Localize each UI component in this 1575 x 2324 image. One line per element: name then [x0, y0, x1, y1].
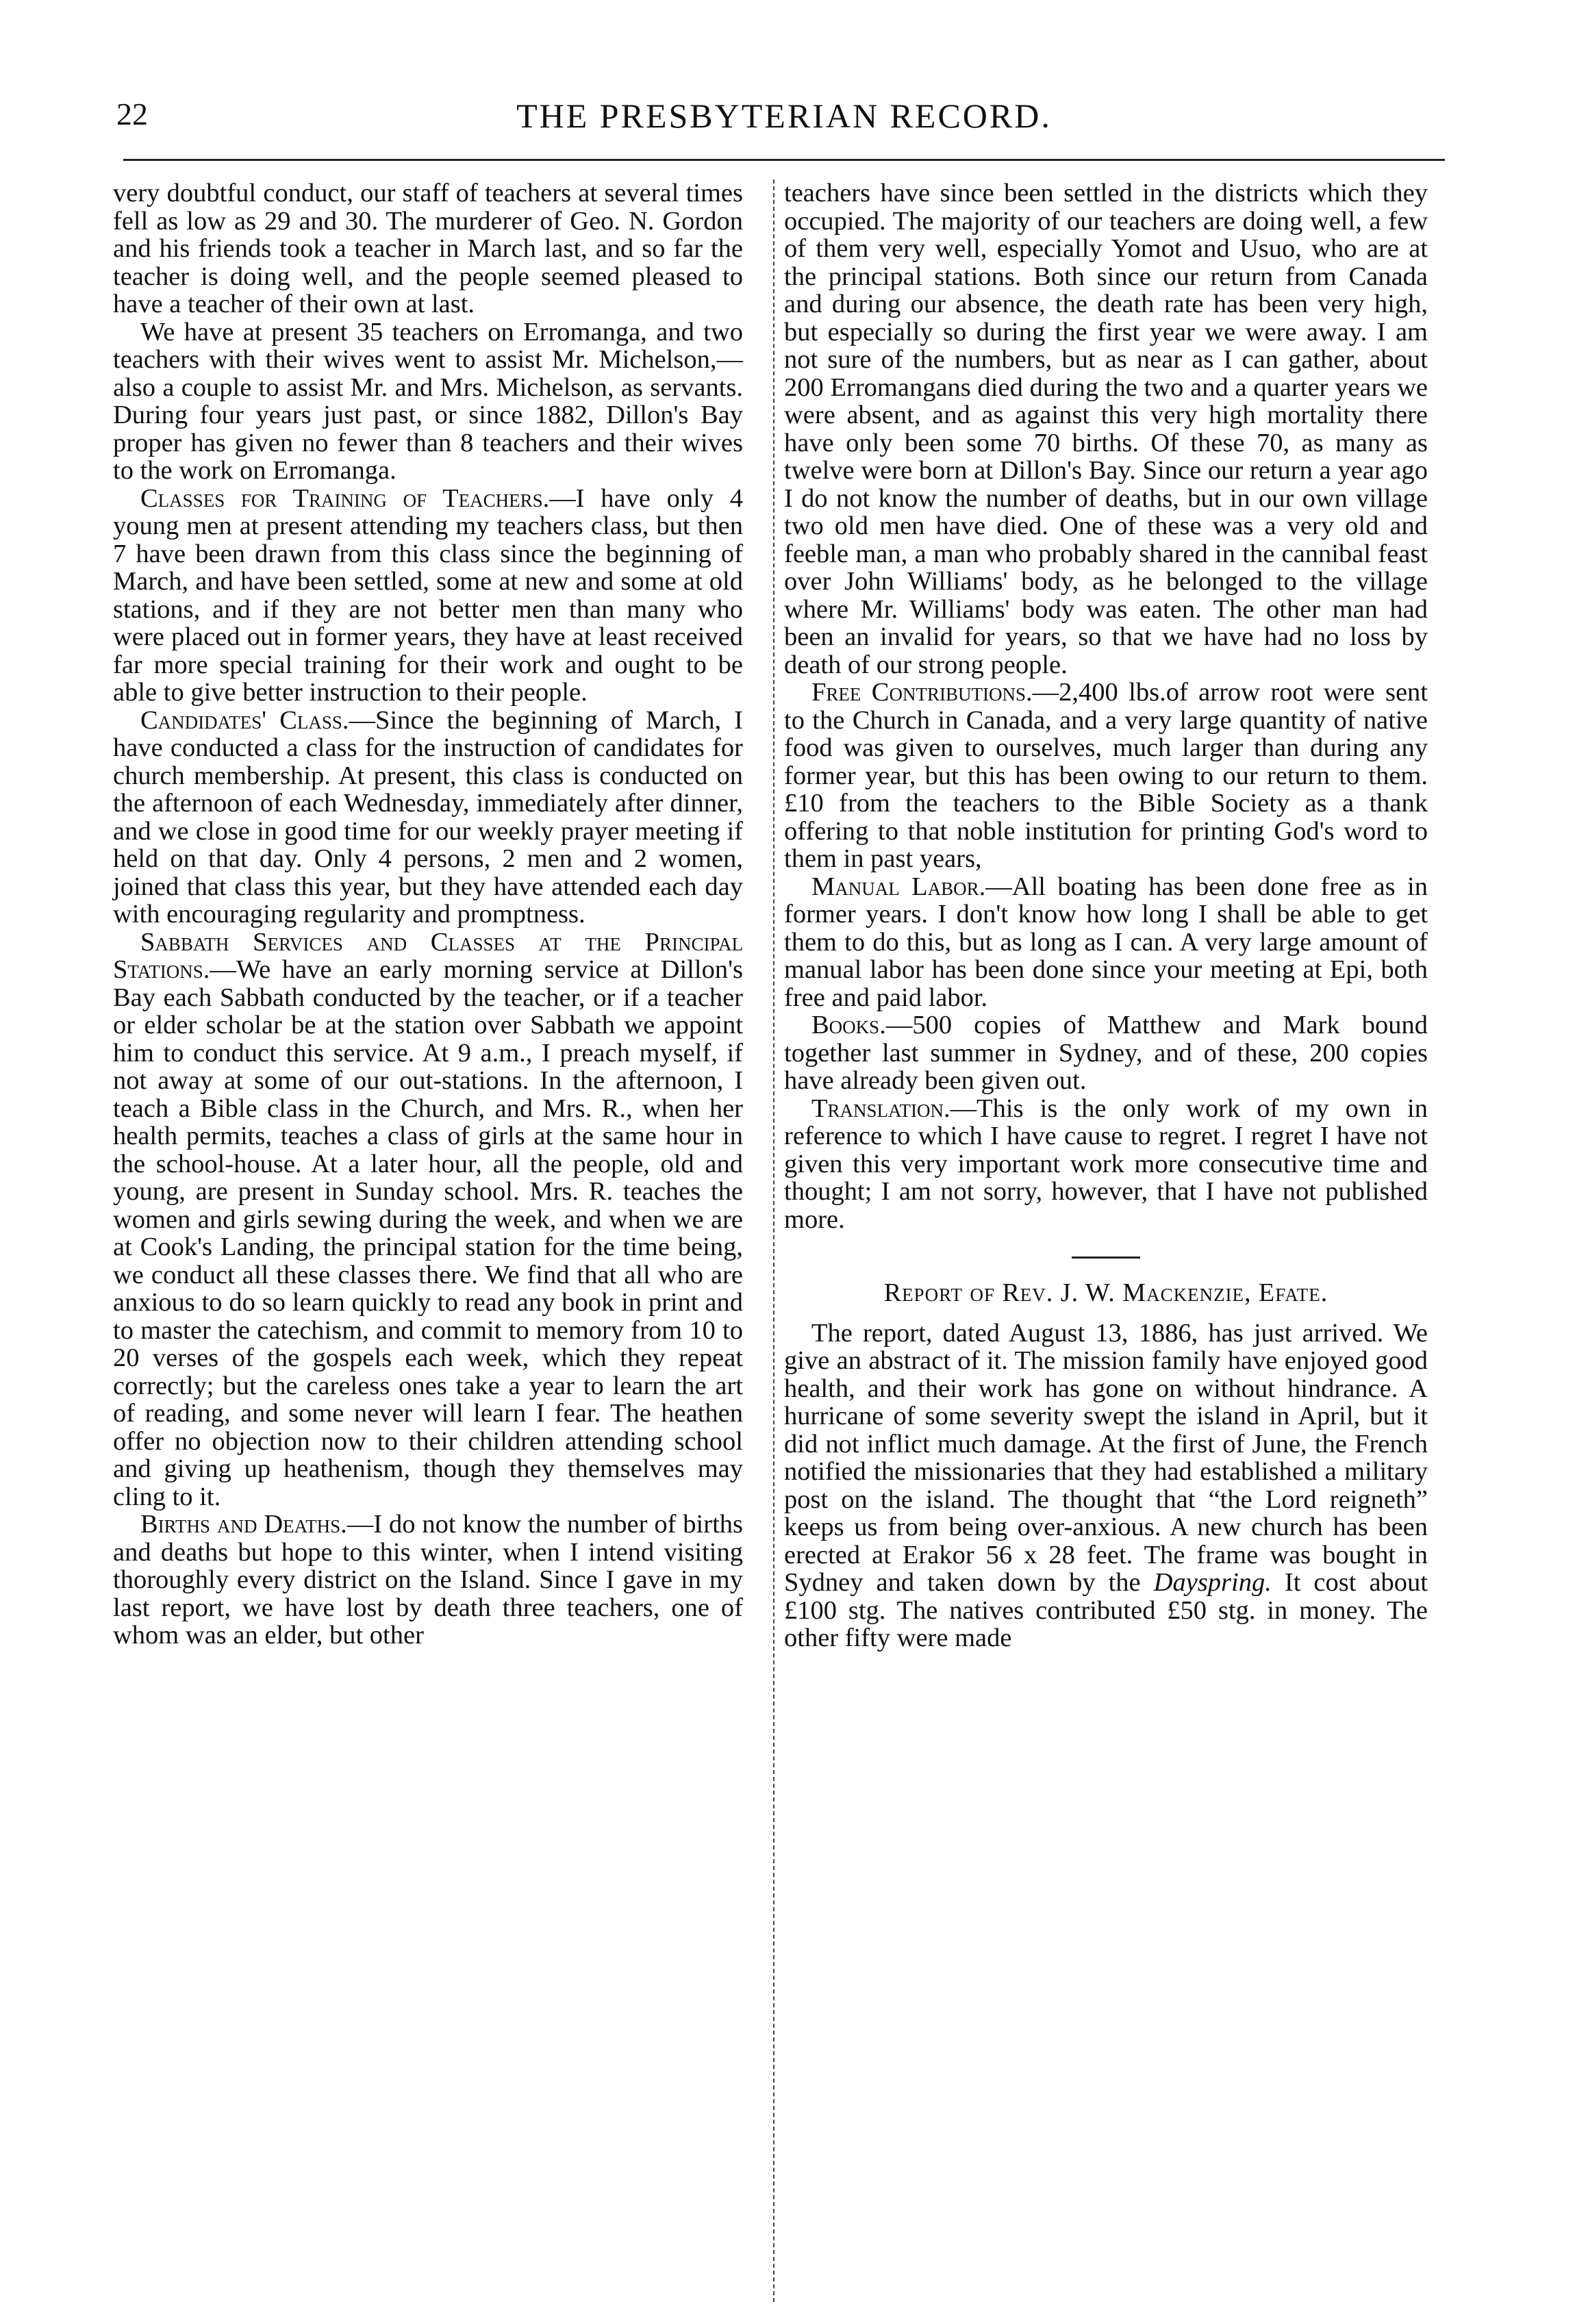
page-number: 22 — [116, 97, 148, 131]
paragraph: very doubtful conduct, our staff of teachers at several times fell as low as 29 and 30. The murderer of Geo. N. Gordon and his friends took a teacher in March last, and so far the teacher is doing well, and the people seemed pleased to have a teacher of their own at last. — [113, 179, 743, 318]
paragraph-body: —I have only 4 young men at present attending my teachers class, but then 7 have been drawn from this class since the beginning of March, and have been settled, some at new and some at old stations, and if they are not better men than many who were placed out in former years, they have at least received far more special training for their work and ought to be able to give better instruction to their people. — [113, 483, 743, 707]
page-header — [116, 96, 1452, 151]
paragraph-body: —2,400 lbs.of arrow root were sent to the Church in Canada, and a very large quantity of native food was given to ourselves, much larger than during any former year, but this has been owing to our return to them. £10 from the teachers to the Bible Society as a thank offering to that noble institution for printing God's word to them in past years, — [784, 678, 1428, 873]
paragraph-text: It cost about £100 stg. The natives contributed £50 stg. in money. The other fifty were made — [784, 1568, 1428, 1652]
paragraph-body: —We have an early morning service at Dillon's Bay each Sabbath conducted by the teacher, or if a teacher or elder scholar be at the station over Sabbath we appoint him to conduct this service. At 9 a.m., I preach myself, if not away at some of our out-stations. In the afternoon, I teach a Bible class in the Church, and Mrs. R., when her health permits, teaches a class of girls at the same hour in the school-house. At a later hour, all the people, old and young, are present in Sunday school. Mrs. R. teaches the women and girls sewing during the week, and when we are at Cook's Landing, the principal station for the time being, we conduct all these classes there. We find that all who are anxious to do so learn quickly to read any book in print and to master the catechism, and commit to memory from 10 to 20 verses of the gospels each week, which they repeat correctly; but the careless ones take a year to learn the art of reading, and some never will learn I fear. The heathen offer no objection now to their children attending school and giving up heathenism, though they themselves may cling to it. — [113, 955, 743, 1511]
paragraph — [784, 1095, 1428, 1234]
paragraph-body: —I do not know the number of births and deaths but hope to this winter, when I intend visiting thoroughly every district on the Island. Since I gave in my last report, we have lost by death three teachers, one of whom was an elder, but other — [113, 1510, 743, 1650]
paragraph — [113, 929, 743, 1511]
paragraph-heading: Candidates' Class. — [140, 705, 349, 735]
paragraph-heading: Free Contributions. — [811, 678, 1033, 707]
paragraph-body: —Since the beginning of March, I have conducted a class for the instruction of candidates for church membership. At present, this class is conducted on the afternoon of each Wednesday, immediately after dinner, and we close in good time for our weekly prayer meeting if held on that day. Only 4 persons, 2 men and 2 women, joined that class this year, but they have attended each day with encouraging regularity and promptness. — [113, 705, 744, 929]
paragraph: teachers have since been settled in the districts which they occupied. The majority of our teachers are doing well, a few of them very well, especially Yomot and Usuo, who are at the principal stations. Both since our return from Canada and during our absence, the death rate has been very high, but especially so during the first year we were away. I am not sure of the numbers, but as near as I can gather, about 200 Erromangans died during the two and a quarter years we were absent, and as against this very high mortality there have only been some 70 births. Of these 70, as many as twelve were born at Dillon's Bay. Since our return a year ago I do not know the number of deaths, but in our own village two old men have died. One of these was a very old and feeble man, a man who probably shared in the cannibal feast over John Williams' body, as he belonged to the village where Mr. Williams' body was eaten. The other man had been an invalid for years, so that we have had no loss by death of our strong people. — [784, 179, 1428, 679]
paragraph-body: —This is the only work of my own in reference to which I have cause to regret. I regret I have not given this very important work more consecutive time and thought; I am not sorry, however, that I have not published more. — [784, 1094, 1428, 1234]
left-column — [113, 179, 743, 1650]
paragraph — [784, 1011, 1428, 1095]
paragraph-heading: Manual Labor. — [811, 872, 986, 901]
paragraph — [113, 485, 743, 707]
paragraph-heading: Sabbath Services and Classes at the Principal Stations. — [113, 927, 743, 984]
paragraph — [113, 1511, 743, 1650]
right-column — [784, 179, 1428, 1652]
section-separator — [1072, 1256, 1140, 1259]
paragraph — [784, 1319, 1428, 1652]
section-title: Report of Rev. J. W. Mackenzie, Efate. — [883, 1278, 1328, 1307]
paragraph-heading: Books. — [811, 1011, 886, 1039]
paragraph-heading: Classes for Training of Teachers. — [140, 483, 550, 513]
running-title: THE PRESBYTERIAN RECORD. — [516, 97, 1052, 135]
header-rule — [123, 159, 1445, 161]
paragraph — [784, 873, 1428, 1012]
ship-name: Dayspring. — [1153, 1568, 1272, 1597]
paragraph — [784, 679, 1428, 873]
paragraph — [113, 707, 743, 929]
paragraph-text: The report, dated August 13, 1886, has just arrived. We give an abstract of it. The mission family have enjoyed good health, and their work has gone on without hindrance. A hurricane of some severity swept the island in April, but it did not inflict much damage. At the first of June, the French notified the missionaries that they had established a military post on the island. The thought that “the Lord reigneth” keeps us from being over-anxious. A new church has been erected at Erakor 56 x 28 feet. The frame was bought in Sydney and taken down by the — [784, 1318, 1428, 1597]
paragraph: We have at present 35 teachers on Erromanga, and two teachers with their wives went to assist Mr. Michelson,—also a couple to assist Mr. and Mrs. Michelson, as servants. During four years just past, or since 1882, Dillon's Bay proper has given no fewer than 8 teachers and their wives to the work on Erromanga. — [113, 317, 743, 485]
paragraph-body: —500 copies of Matthew and Mark bound together last summer in Sydney, and of these, 200 copies have already been given out. — [784, 1011, 1428, 1095]
paragraph-body: —All boating has been done free as in former years. I don't know how long I shall be able to get them to do this, but as long as I can. A very large amount of manual labor has been done since your meeting at Epi, both free and paid labor. — [784, 872, 1428, 1012]
paragraph-heading: Translation. — [811, 1094, 950, 1123]
column-divider — [773, 179, 774, 2302]
paragraph-heading: Births and Deaths. — [140, 1510, 347, 1539]
